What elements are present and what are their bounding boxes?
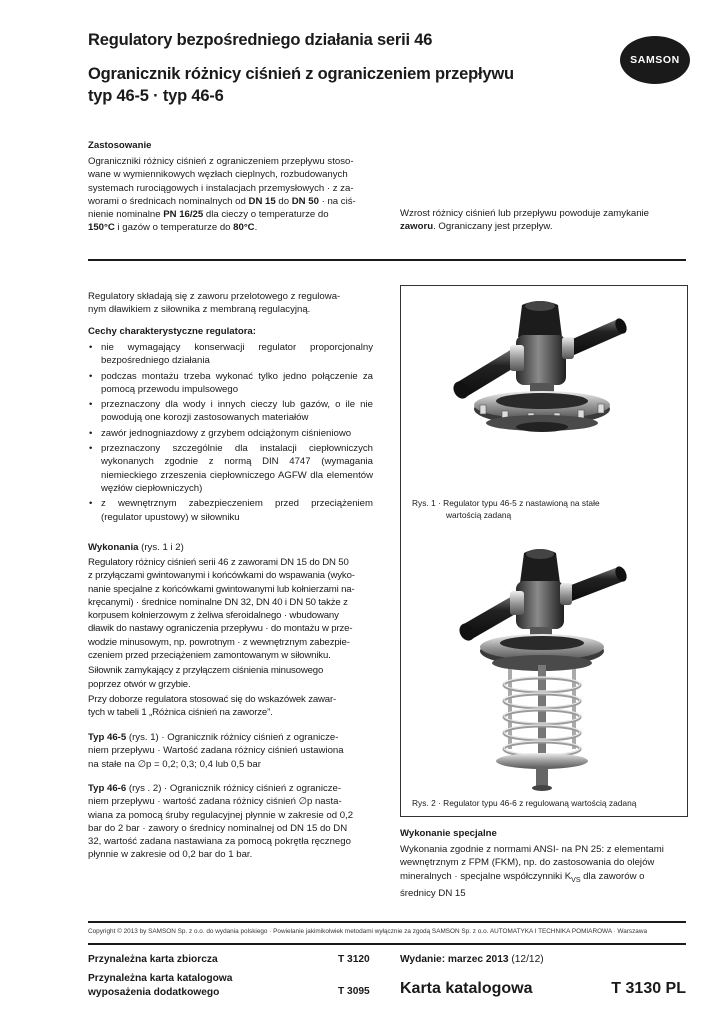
figure-1-caption: Rys. 1 · Regulator typu 46-5 z nastawioną na stałe wartością zadaną bbox=[412, 498, 600, 520]
product-title bbox=[88, 63, 608, 107]
features-list bbox=[88, 341, 373, 526]
versions-text: Regulatory różnicy ciśnień serii 46 z zaworami DN 15 do DN 50 z przyłączami gwintowanymi i końcówkami do wspawania (wyko- nanie specjalne z końcówkami gwintowanymi lub kołnierzami na- kręcanymi) · średnice nominalne DN 32, DN 40 i DN 50 także z korpusem kołnierzowym z żeliwa sferoidalnego · wbudowany dławik do nastawy ograniczenia przepływu · do montażu w prze- wodzie minusowym, np. powrotnym · z wewnętrznym zabezpie- czeniem przed przeciążeniem zamontowanym w siłowniku. Siłownik zamykający z przyłączem ciśnienia minusowego poprzez otwór w grzybie. Przy doborze regulatora stosować się do wskazówek zawar- tych w tabeli 1 „Różnica ciśnień na zaworze”. bbox=[88, 557, 355, 719]
feature-item: • podczas montażu trzeba wykonać tylko jedno połączenie za pomocą przewodu impulsowego bbox=[88, 370, 373, 397]
footer-divider-top bbox=[88, 921, 686, 923]
regulator-46-5-image bbox=[450, 297, 640, 442]
feature-item: • przeznaczony dla wody i innych cieczy lub gazów, o ile nie powodują one korozji zastosowanych materiałów bbox=[88, 398, 373, 425]
related-sheet-label: Przynależna karta zbiorcza bbox=[88, 954, 218, 965]
accessories-sheet-code: T 3095 bbox=[338, 986, 370, 997]
application-note: Wzrost różnicy ciśnień lub przepływu powoduje zamykanie zaworu. Ograniczany jest przepływ. bbox=[400, 208, 650, 233]
sheet-code: T 3130 PL bbox=[611, 980, 686, 997]
feature-item: • przeznaczony szczególnie dla instalacji ciepłowniczych wykonanych zgodnie z normą DIN 4747 (wymagania niemieckiego zrzeszenia ciepłowniczego AGFW dla elementów węzłów ciepłowniczych) bbox=[88, 442, 373, 495]
application-text: Ograniczniki różnicy ciśnień z ograniczeniem przepływu stoso- wane w wymiennikowych węzłach cieplnych, rozbudowanych systemach rurociągowych i instalacjach przemysłowych · z za- worami o średnicach nominalnych od DN 15 do DN 50 · na ciś- nienie nominalne PN 16/25 dla cieczy o temperaturze do 150°C i gazów o temperaturze do 80°C. bbox=[88, 156, 356, 234]
product-title-line2: typ 46-5 · typ 46-6 bbox=[88, 87, 224, 105]
accessories-sheet-label: Przynależna karta katalogowa wyposażenia dodatkowego bbox=[88, 973, 233, 998]
feature-item: • nie wymagający konserwacji regulator proporcjonalny bezpośredniego działania bbox=[88, 341, 373, 368]
special-label: Wykonanie specjalne bbox=[400, 828, 497, 839]
intro-text: Regulatory składają się z zaworu przelotowego z regulowa- nym dławikiem z siłownika z membraną regulacyjną. bbox=[88, 291, 341, 316]
application-label: Zastosowanie bbox=[88, 140, 152, 151]
samson-logo: SAMSON bbox=[620, 36, 690, 84]
sheet-label: Karta katalogowa bbox=[400, 980, 533, 997]
special-text: Wykonania zgodnie z normami ANSI- na PN 25: z elementami wewnętrznym z FPM (FKM), np. do zastosowania do olejów mineralnych · specjalne współczynniki $K_{VS}$ dla zaworów o średnicy DN 15 bbox=[400, 844, 664, 899]
related-sheet-code: T 3120 bbox=[338, 954, 370, 965]
type-46-5-text: Typ 46-5 (rys. 1) · Ogranicznik różnicy ciśnień z ogranicze- niem przepływu · Wartość zadana różnicy ciśnień ustawiona na stałe na ∅p = 0,2; 0,3; 0,4 lub 0,5 bar bbox=[88, 732, 344, 770]
product-title-line1: Ogranicznik różnicy ciśnień z ograniczeniem przepływu bbox=[88, 65, 514, 83]
copyright-notice: Copyright © 2013 by SAMSON Sp. z o.o. do wydania polskiego · Powielanie jakimikolwiek metodami wyłącznie za zgodą SAMSON Sp. z o.o. AUTOMATYKA I TECHNIKA POMIAROWA · Warszawa bbox=[88, 928, 648, 935]
feature-item: • z wewnętrznym zabezpieczeniem przed przeciążeniem (regulator upustowy) w siłowniku bbox=[88, 497, 373, 524]
series-title: Regulatory bezpośredniego działania serii 46 bbox=[88, 31, 433, 49]
feature-item: • zawór jednogniazdowy z grzybem odciążonym ciśnieniowo bbox=[88, 427, 373, 440]
type-46-6-text: Typ 46-6 (rys . 2) · Ogranicznik różnicy ciśnień z ogranicze- niem przepływu · wartość zadana różnicy ciśnień ∅p nasta- wiana za pomocą śruby regulacyjnej płynnie w zakresie od 0,2 bar do 2 bar · zawory o średnicy nominalnej od DN 15 do DN 32, wartość zadana nastawiana za pomocą pokrętła ręcznego płynnie w zakresie od 0,2 bar do 1 bar. bbox=[88, 783, 354, 861]
section-divider bbox=[88, 259, 686, 261]
edition: Wydanie: marzec 2013 (12/12) bbox=[400, 954, 544, 965]
figure-2-caption: Rys. 2 · Regulator typu 46-6 z regulowaną wartością zadaną bbox=[412, 798, 637, 808]
versions-heading: Wykonania (rys. 1 i 2) bbox=[88, 542, 184, 553]
footer-divider-bottom bbox=[88, 943, 686, 945]
regulator-46-6-image bbox=[458, 545, 638, 795]
features-label: Cechy charakterystyczne regulatora: bbox=[88, 326, 256, 337]
